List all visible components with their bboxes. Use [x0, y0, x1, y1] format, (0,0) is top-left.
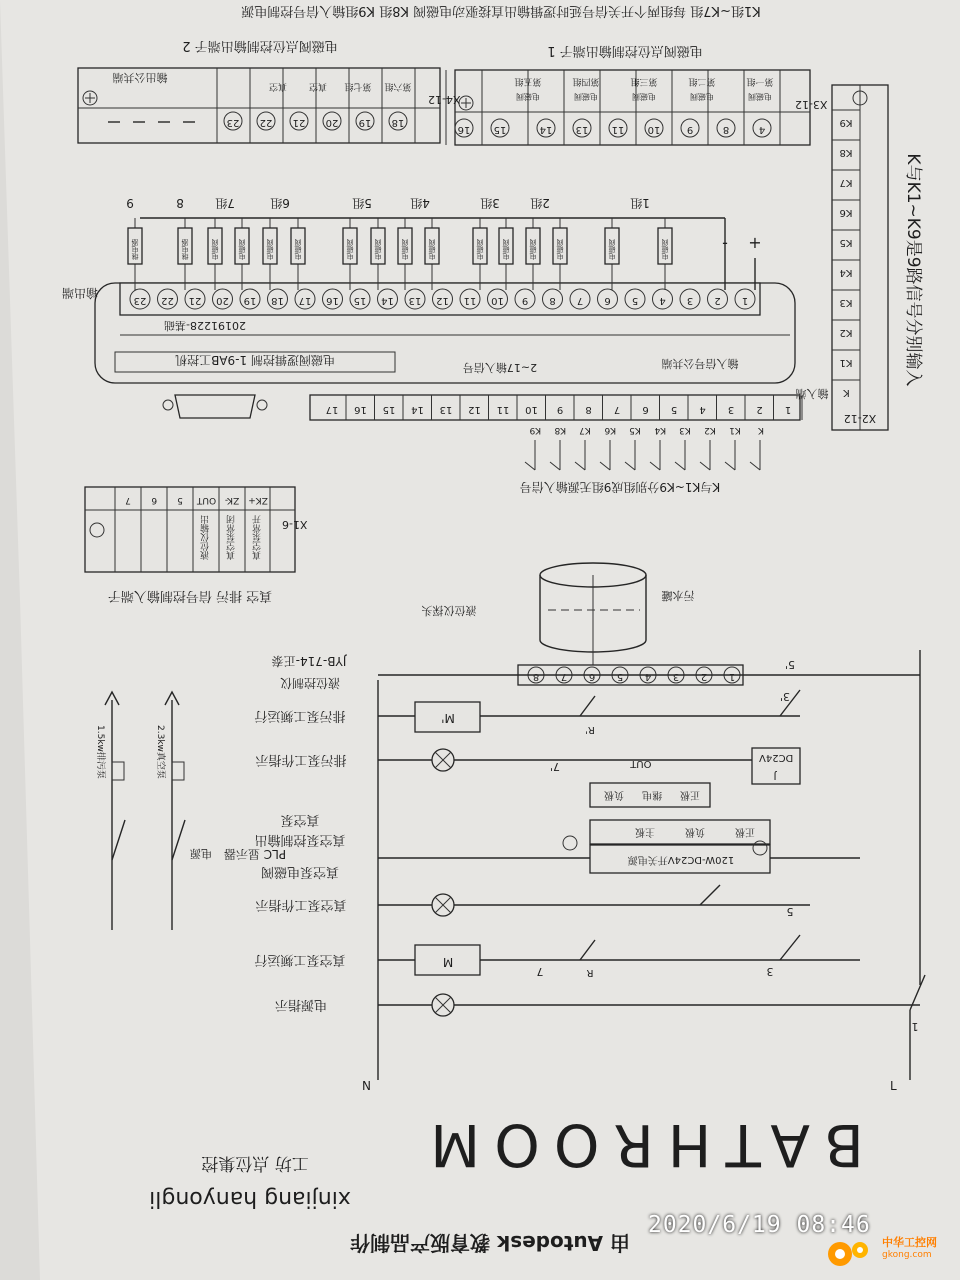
title-bathroom: BATHROOM — [416, 1111, 864, 1179]
tank-label: 污水罐 — [661, 589, 695, 602]
switch-number: 3' — [779, 690, 791, 703]
valve-text: 继电器 — [131, 239, 139, 260]
valve-text: 电磁阀 — [476, 239, 484, 260]
output-number: 7 — [576, 295, 584, 306]
input-number: 6 — [642, 404, 649, 415]
level-meter: 液位控制仪 — [279, 676, 341, 690]
input-key: K1 — [729, 425, 741, 435]
plc-display: PLC 显示器 — [223, 847, 287, 861]
output-number: 15 — [353, 295, 367, 306]
probe-label: 液位仪探头 — [421, 604, 477, 617]
r-label: R — [586, 967, 594, 978]
x1-label: 真空泵常开 — [253, 515, 263, 560]
x4-number: 18 — [391, 117, 405, 128]
input-number: 12 — [468, 404, 481, 415]
x2-id: X2-12 — [843, 412, 877, 425]
relay-j-label: J — [773, 770, 777, 781]
x3-valve: 电磁阀 — [690, 92, 714, 101]
site-logo — [820, 1232, 950, 1272]
controller-model: 电磁阀逻辑控制 1-9AB工控机 — [175, 353, 335, 367]
group-label: 5组 — [352, 196, 372, 210]
circuit-label: 排污泵工作指示 — [255, 752, 347, 767]
psu-cell2: 正极 — [680, 789, 700, 800]
x2-heading: K与K1~K9是9路信号分别输入 — [903, 153, 923, 387]
input-number: 10 — [525, 404, 538, 415]
x2-key: K3 — [839, 297, 853, 308]
title-cn: 工坊 点位集控 — [201, 1153, 309, 1173]
input-label: 输入端 — [795, 387, 829, 400]
output-number: 14 — [381, 295, 394, 306]
x4-number: 20 — [325, 117, 339, 128]
relay-dc24: DC24V — [759, 752, 794, 763]
motor-m2: M' — [441, 711, 455, 725]
input-common: 输入信号公共端 — [661, 357, 739, 370]
input-number: 4 — [699, 404, 706, 415]
input-range: 2~17输入信号 — [462, 361, 538, 374]
x1-pin: ZK- — [224, 495, 240, 505]
output-number: 22 — [161, 295, 174, 306]
valve-text: 电磁阀 — [211, 239, 219, 260]
x3-number: 13 — [575, 124, 589, 135]
controller-version: 20191228-基础 — [164, 319, 246, 332]
timestamp: 2020/6/19 08:46 — [648, 1212, 871, 1238]
x3-number: 4 — [758, 124, 766, 135]
level-pin: 8 — [532, 671, 540, 682]
x4-common: 输出公共端 — [112, 71, 168, 84]
breaker-vac: 2.3kw真空泵 — [155, 725, 165, 779]
circuit-label: 真空泵控制输出 — [254, 832, 346, 847]
input-number: 15 — [382, 404, 396, 415]
x3-valve: 电磁阀 — [748, 92, 772, 101]
valve-text: 电磁阀 — [556, 239, 564, 260]
psu-cell2: 负极 — [604, 789, 624, 800]
relay-out: OUT — [630, 758, 652, 769]
x4-number: 23 — [226, 117, 240, 128]
output-number: 5 — [631, 295, 639, 306]
output-number: 17 — [298, 295, 312, 306]
valve-text: 电磁阀 — [661, 239, 669, 260]
valve-text: 电磁阀 — [294, 239, 302, 260]
output-number: 1 — [741, 295, 749, 306]
level-pin: 4 — [644, 671, 652, 682]
output-label: 输出端 — [61, 286, 99, 300]
x2-key: K4 — [839, 267, 853, 278]
x3-valve: 电磁阀 — [632, 92, 656, 101]
group-label: 2组 — [530, 196, 550, 210]
motor-m: M — [442, 955, 454, 969]
x1-id: X1-6 — [282, 518, 308, 531]
switch-number: 7 — [536, 965, 544, 978]
logo-word: 中华工控网 — [882, 1236, 937, 1249]
vacuum-lamp-icon — [432, 894, 454, 916]
input-key: K5 — [629, 425, 641, 435]
x2-key: K8 — [839, 147, 853, 158]
switch-number: 7' — [549, 760, 561, 773]
label-n: L — [890, 1079, 897, 1093]
switch-number: 5 — [786, 905, 794, 918]
x3-valve: 电磁阀 — [516, 92, 540, 101]
output-number: 4 — [659, 295, 666, 306]
group-label: 7组 — [215, 196, 235, 210]
x2-key: K7 — [839, 177, 853, 188]
psu-label: 120W-DC24V开关电源 — [627, 854, 735, 865]
x1-label: 液位仪输出 — [201, 515, 211, 560]
x4-number: 19 — [358, 117, 372, 128]
circuit-label: 真空泵电磁阀 — [260, 864, 340, 879]
x3-group: 第三组 — [630, 76, 658, 86]
x3-valve: 电磁阀 — [574, 92, 598, 101]
psu-cell: 正极 — [735, 826, 755, 837]
level-pin: 1 — [728, 671, 736, 682]
valve-text: 电磁阀 — [401, 239, 409, 260]
r2-label: R' — [585, 724, 595, 735]
group-label: 1组 — [630, 196, 650, 210]
input-key: K3 — [679, 425, 691, 435]
x2-key: K9 — [839, 117, 853, 128]
output-number: 2 — [714, 295, 721, 306]
input-key: K7 — [579, 425, 591, 435]
x4-label: 真空 — [268, 81, 288, 91]
valve-text: 电磁阀 — [346, 239, 354, 260]
breaker-drain: 1.5kw排污泵 — [95, 725, 105, 779]
x3-group: 第五组 — [514, 76, 542, 86]
output-number: 10 — [491, 295, 504, 306]
input-number: 9 — [556, 404, 564, 415]
power-lamp-icon — [432, 994, 454, 1016]
drain-lamp-icon — [432, 749, 454, 771]
input-key: K — [758, 425, 765, 435]
circuit-label: 真空泵工作指示 — [255, 897, 347, 912]
level-model: JYB-714-正泰 — [271, 654, 347, 668]
input-number: 8 — [585, 404, 592, 415]
minus-sign: - — [722, 233, 728, 252]
x1-pin: ZK+ — [248, 495, 268, 505]
group-label: 9 — [126, 196, 134, 210]
psu-cell2: 继电 — [642, 789, 662, 800]
valve-text: 电磁阀 — [502, 239, 510, 260]
x1-pin: 5 — [177, 495, 183, 505]
valve-text: 电磁阀 — [608, 239, 616, 260]
x4-id: X4-12 — [428, 93, 461, 106]
circuit-label: 真空泵 — [280, 812, 320, 827]
serial-port-icon — [163, 395, 267, 418]
input-number: 14 — [411, 404, 424, 415]
title-pinyin: xinjiang hanyongli — [149, 1186, 351, 1211]
switch-number: 5' — [784, 658, 796, 671]
x4-label: 第七组 — [344, 81, 372, 91]
x4-label: 第六组 — [384, 81, 412, 91]
x4-number: 21 — [292, 117, 306, 128]
logo-url: gkong.com — [882, 1250, 932, 1260]
x3-caption: 电磁阀点位控制输出端子 1 — [547, 43, 703, 58]
psu-cell: 负极 — [685, 826, 705, 837]
group-label: 3组 — [480, 196, 500, 210]
x3-number: 11 — [611, 124, 625, 135]
input-number: 3 — [727, 404, 735, 415]
output-number: 23 — [133, 295, 147, 306]
valve-text: 电磁阀 — [529, 239, 537, 260]
footer-made-with: 由 Autodesk 教育版产品制作 — [349, 1231, 631, 1255]
level-pin: 3 — [672, 671, 680, 682]
x4-caption: 电磁阀点位控制输出端子 2 — [182, 38, 338, 53]
level-pin: 6 — [588, 671, 596, 682]
input-key: K6 — [604, 425, 617, 435]
valve-text: 电磁阀 — [266, 239, 274, 260]
input-number: 5 — [670, 404, 678, 415]
input-key: K2 — [704, 425, 716, 435]
input-key: K4 — [654, 425, 667, 435]
output-number: 20 — [216, 295, 229, 306]
output-number: 12 — [436, 295, 449, 306]
x1-pin: 6 — [151, 495, 158, 505]
x2-key: K2 — [839, 327, 853, 338]
x3-group: 第四组 — [572, 76, 600, 86]
x3-number: 14 — [539, 124, 553, 135]
group-label: 4组 — [410, 196, 430, 210]
x4-label: 真空 — [308, 81, 328, 91]
input-number: 13 — [439, 404, 453, 415]
x1-caption: 真空 排污 信号控制输入端子 — [107, 588, 273, 603]
group-label: 8 — [176, 196, 184, 210]
x4-number: 22 — [259, 117, 273, 128]
circuit-label: 排污泵工频运行 — [254, 708, 346, 723]
output-number: 21 — [188, 295, 202, 306]
circuit-label: 真空泵工频运行 — [254, 952, 346, 967]
output-number: 6 — [604, 295, 611, 306]
x3-number: 10 — [647, 124, 661, 135]
output-number: 11 — [463, 295, 477, 306]
x1-pin: 7 — [125, 495, 131, 505]
output-number: 8 — [549, 295, 556, 306]
input-key: K8 — [554, 425, 567, 435]
x3-id: X3-12 — [795, 98, 828, 111]
x3-number: 8 — [722, 124, 730, 135]
valve-text: 电磁阀 — [238, 239, 246, 260]
input-number: 16 — [354, 404, 367, 415]
level-pin: 5 — [616, 671, 624, 682]
output-number: 13 — [408, 295, 422, 306]
output-number: 16 — [326, 295, 339, 306]
input-key: K9 — [529, 425, 542, 435]
switch-number: 3 — [766, 965, 774, 978]
input-number: 7 — [613, 404, 621, 415]
valve-text: 电磁阀 — [428, 239, 436, 260]
valve-text: 继电器 — [181, 239, 189, 260]
x2-key: K6 — [839, 207, 853, 218]
x1-label: 真空泵常闭 — [227, 515, 237, 560]
x1-pin: OUT — [196, 495, 217, 505]
x3-group: 第一组 — [746, 76, 774, 86]
input-number: 2 — [756, 404, 763, 415]
x2-key: K — [843, 387, 850, 398]
group-label: 6组 — [270, 196, 290, 210]
plus-sign: + — [748, 233, 762, 252]
output-number: 3 — [686, 295, 694, 306]
output-number: 9 — [521, 295, 529, 306]
level-pin: 2 — [700, 671, 708, 682]
gear-icon — [820, 1232, 876, 1272]
x3-number: 16 — [457, 124, 471, 135]
output-number: 19 — [243, 295, 257, 306]
x2-key: K1 — [839, 357, 853, 368]
x2-key: K5 — [839, 237, 853, 248]
input-number: 17 — [325, 404, 339, 415]
circuit-label: 电源指示 — [274, 997, 327, 1012]
input-number: 1 — [784, 404, 792, 415]
x3-group: 第二组 — [688, 76, 716, 86]
x3-number: 9 — [686, 124, 694, 135]
input-number: 11 — [496, 404, 510, 415]
output-number: 18 — [271, 295, 284, 306]
valve-text: 电磁阀 — [374, 239, 382, 260]
power-word: 电源 — [189, 847, 212, 860]
top-note: K1组~K7组 每组两个开关信号延时逻辑输出直接驱动电磁阀 K8组 K9组输入信号控制电源 — [241, 3, 761, 18]
switch-number: 1 — [911, 1020, 919, 1033]
input-note: K与K1~K9分别组成9组无源输入信号 — [519, 480, 721, 494]
level-pin: 7 — [560, 671, 568, 682]
psu-cell: 主板 — [635, 826, 655, 837]
x3-number: 15 — [493, 124, 507, 135]
label-n2: N — [362, 1079, 371, 1093]
